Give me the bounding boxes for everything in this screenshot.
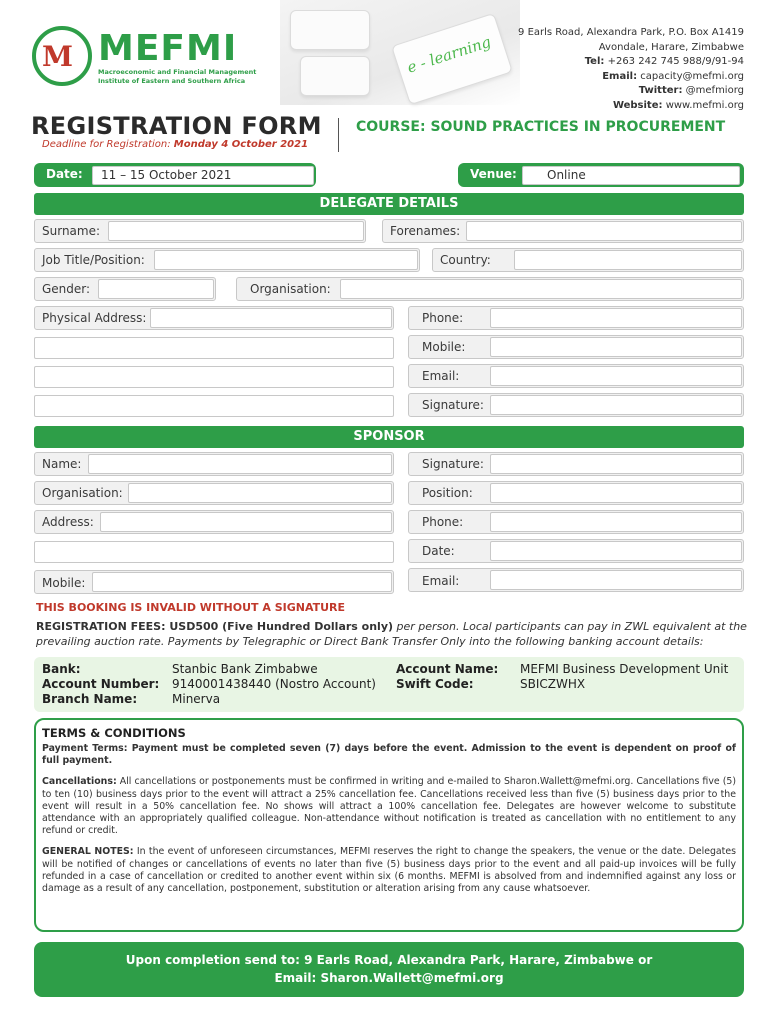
sponsor-date-input[interactable]: [490, 541, 742, 561]
forenames-label: Forenames:: [390, 224, 461, 238]
contact-block: [518, 26, 744, 113]
cancellations-text: All cancellations or postponements must be confirmed in writing and e-mailed to Sharon.Wallett@mefmi.org. Cancellations five (5) to ten (10) business days prior to the event will attract a 25% cancellation fee. Cancellations received less than five (5) business days prior to the event will result in a 50% cancellation fee. No shows will attract a 100% cancellation fee. Delegates are however welcome to substitute attendance with an appropriately qualified colleague. Non-attendance without notification is treated as cancellation with no entitlement to any refund or credit.: [42, 776, 736, 837]
sponsor-email-label: Email:: [422, 574, 460, 588]
swift-code-label: Swift Code:: [396, 677, 474, 691]
physical-address-line-4[interactable]: [34, 395, 394, 417]
sponsor-signature-label: Signature:: [422, 457, 484, 471]
fees-amount: REGISTRATION FEES: USD500 (Five Hundred Dollars only): [36, 620, 394, 633]
sponsor-address-input[interactable]: [100, 512, 392, 532]
physical-address-input[interactable]: [150, 308, 392, 328]
keyboard-key: [290, 10, 370, 50]
sponsor-phone-label: Phone:: [422, 515, 464, 529]
venue-field[interactable]: [522, 166, 740, 185]
account-name-value: MEFMI Business Development Unit: [520, 662, 729, 676]
website-value[interactable]: www.mefmi.org: [665, 99, 744, 111]
physical-address-line-2[interactable]: [34, 337, 394, 359]
delegate-section-header: DELEGATE DETAILS: [34, 193, 744, 215]
keyboard-key: [300, 56, 370, 96]
signature-warning: THIS BOOKING IS INVALID WITHOUT A SIGNATURE: [36, 601, 346, 614]
date-label: Date:: [46, 167, 83, 181]
sponsor-section-header: SPONSOR: [34, 426, 744, 448]
country-label: Country:: [440, 253, 491, 267]
account-number-value: 9140001438440 (Nostro Account): [172, 677, 376, 691]
submission-footer: [34, 942, 744, 997]
elearning-key-text: e - learning: [404, 32, 494, 77]
website-label: Website:: [612, 99, 663, 111]
sponsor-signature-input[interactable]: [490, 454, 742, 474]
general-notes-paragraph: [42, 846, 736, 895]
address-line-1: 9 Earls Road, Alexandra Park, P.O. Box A1419: [518, 27, 744, 38]
registration-deadline: [42, 139, 308, 150]
sponsor-date-label: Date:: [422, 544, 455, 558]
sponsor-organisation-label: Organisation:: [42, 486, 123, 500]
logo-mark: M: [42, 40, 73, 73]
mefmi-logo-icon: [32, 26, 92, 86]
surname-input[interactable]: [108, 221, 364, 241]
tel-label: Tel:: [584, 56, 605, 67]
signature-label: Signature:: [422, 398, 484, 412]
surname-label: Surname:: [42, 224, 101, 238]
sponsor-email-input[interactable]: [490, 570, 742, 590]
cancellations-paragraph: [42, 776, 736, 837]
venue-value: Online: [547, 168, 586, 182]
payment-terms-text: Payment Terms: Payment must be completed seven (7) days before the event. Admission to the event is dependent on proof of full payment.: [42, 743, 736, 767]
phone-label: Phone:: [422, 311, 464, 325]
bank-label: Bank:: [42, 662, 81, 676]
email-value[interactable]: capacity@mefmi.org: [640, 70, 744, 82]
twitter-line: [518, 84, 744, 99]
gender-input[interactable]: [98, 279, 214, 299]
mobile-input[interactable]: [490, 337, 742, 357]
sponsor-phone-input[interactable]: [490, 512, 742, 532]
branch-value: Minerva: [172, 692, 221, 706]
country-input[interactable]: [514, 250, 742, 270]
account-number-label: Account Number:: [42, 677, 160, 691]
email-input[interactable]: [490, 366, 742, 386]
footer-line-2[interactable]: Email: Sharon.Wallett@mefmi.org: [274, 971, 504, 985]
forenames-input[interactable]: [466, 221, 742, 241]
logo-wordmark: MEFMI: [98, 28, 238, 69]
job-title-label: Job Title/Position:: [42, 253, 145, 267]
date-field[interactable]: [92, 166, 314, 185]
payment-terms: [42, 743, 736, 767]
sponsor-organisation-input[interactable]: [128, 483, 392, 503]
signature-input[interactable]: [490, 395, 742, 415]
tel-value: +263 242 745 988/9/91-94: [607, 56, 744, 67]
footer-line-1: Upon completion send to: 9 Earls Road, Alexandra Park, Harare, Zimbabwe or: [125, 953, 653, 967]
phone-input[interactable]: [490, 308, 742, 328]
date-value: 11 – 15 October 2021: [101, 168, 232, 182]
sponsor-address-label: Address:: [42, 515, 94, 529]
email-label: Email:: [602, 70, 638, 82]
venue-label: Venue:: [470, 167, 517, 181]
job-title-input[interactable]: [154, 250, 418, 270]
website-line: [518, 99, 744, 114]
branch-label: Branch Name:: [42, 692, 138, 706]
form-title: REGISTRATION FORM: [31, 112, 322, 140]
physical-address-label: Physical Address:: [42, 311, 147, 325]
twitter-label: Twitter:: [638, 85, 683, 96]
physical-address-line-3[interactable]: [34, 366, 394, 388]
header: [0, 0, 770, 110]
sponsor-position-input[interactable]: [490, 483, 742, 503]
twitter-value[interactable]: @mefmiorg: [685, 85, 744, 96]
address-line-2: Avondale, Harare, Zimbabwe: [598, 41, 744, 53]
email-label: Email:: [422, 369, 460, 383]
deadline-prefix: Deadline for Registration:: [42, 139, 171, 150]
general-notes-text: In the event of unforeseen circumstances, MEFMI reserves the right to change the speakers, the venue or the date. Delegates will be notified of changes or cancellations of events no later than five (5) business days prior to the event and all paid-up invoices will be fully refunded in a case of cancellation or credited to another event within six (6 months. MEFMI is absolved from and indemnified against any loss or damage as a result of any cancellation, postponement, substitution or alteration arising from any cause whatsoever.: [42, 846, 737, 895]
terms-conditions-box: [34, 718, 744, 932]
organisation-input[interactable]: [340, 279, 742, 299]
title-divider: [338, 118, 339, 152]
swift-code-value: SBICZWHX: [520, 677, 586, 691]
tel-line: [518, 55, 744, 70]
sponsor-mobile-label: Mobile:: [42, 576, 86, 590]
email-line: [518, 70, 744, 85]
sponsor-name-label: Name:: [42, 457, 82, 471]
sponsor-name-input[interactable]: [88, 454, 392, 474]
cancellations-label: Cancellations:: [42, 776, 117, 788]
deadline-date: Monday 4 October 2021: [173, 139, 309, 150]
bank-details-box: [34, 657, 744, 712]
organisation-label: Organisation:: [250, 282, 331, 296]
logo-subtitle: Macroeconomic and Financial Management Institute of Eastern and Southern Africa: [98, 68, 257, 85]
gender-label: Gender:: [42, 282, 91, 296]
fees-details: per person. Local participants can pay in ZWL equivalent at the prevailing auction rate. Payments by Telegraphic or Direct Bank Transfer Only into the following banking account details:: [36, 620, 747, 648]
registration-fees: [36, 619, 756, 649]
bank-value: Stanbic Bank Zimbabwe: [172, 662, 318, 676]
course-title: COURSE: SOUND PRACTICES IN PROCUREMENT: [356, 119, 726, 135]
sponsor-address-line-2[interactable]: [34, 541, 394, 563]
mobile-label: Mobile:: [422, 340, 466, 354]
account-name-label: Account Name:: [396, 662, 499, 676]
sponsor-mobile-input[interactable]: [92, 572, 392, 592]
terms-heading: TERMS & CONDITIONS: [42, 726, 186, 740]
general-notes-label: GENERAL NOTES:: [42, 846, 134, 858]
sponsor-position-label: Position:: [422, 486, 473, 500]
